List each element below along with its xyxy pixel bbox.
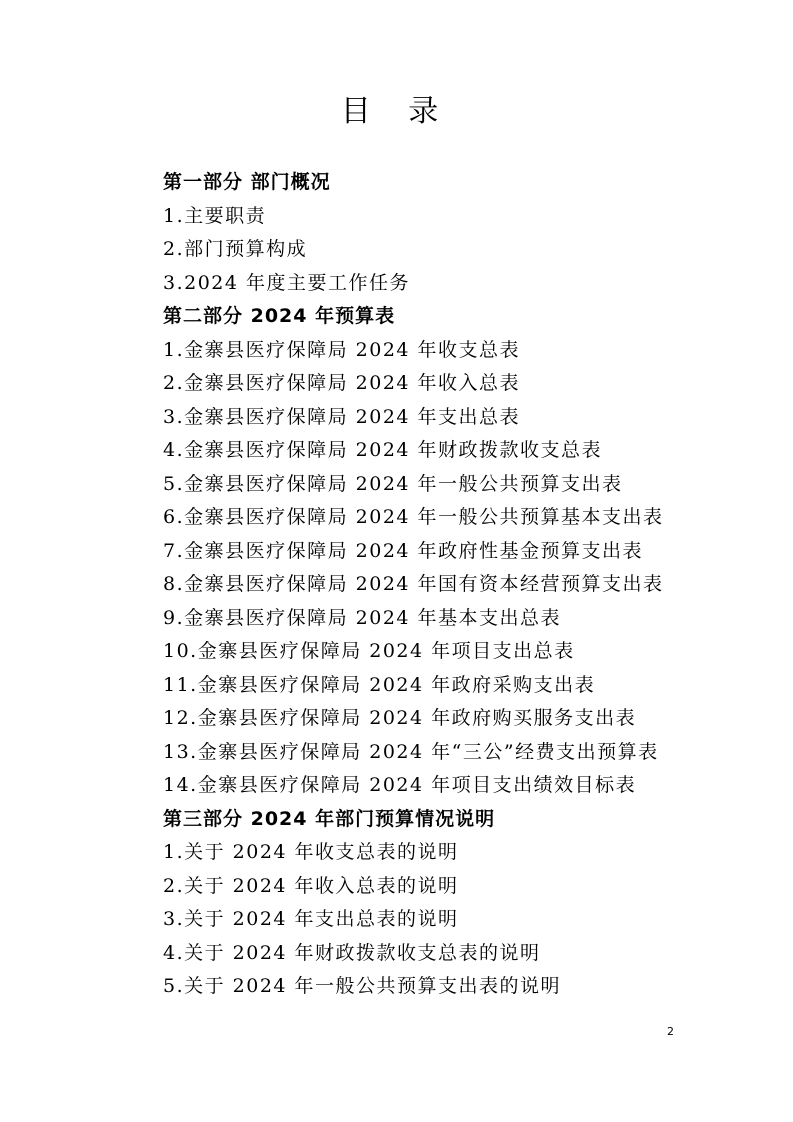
toc-item: 2.金寨县医疗保障局 2024 年收入总表 — [163, 372, 521, 394]
toc-item: 2.关于 2024 年收入总表的说明 — [163, 874, 459, 897]
toc-section-heading: 第二部分 2024 年预算表 — [163, 305, 396, 327]
toc-item: 5.关于 2024 年一般公共预算支出表的说明 — [163, 975, 562, 997]
toc-item: 4.金寨县医疗保障局 2024 年财政拨款收支总表 — [163, 439, 603, 461]
page-title: 目 录 — [340, 94, 453, 129]
toc-item: 3.金寨县医疗保障局 2024 年支出总表 — [163, 405, 521, 428]
table-of-contents — [163, 166, 723, 1004]
toc-item: 3.2024 年度主要工作任务 — [163, 271, 411, 294]
toc-item: 13.金寨县医疗保障局 2024 年“三公”经费支出预算表 — [163, 740, 659, 763]
toc-item: 5.金寨县医疗保障局 2024 年一般公共预算支出表 — [163, 472, 623, 495]
toc-item: 7.金寨县医疗保障局 2024 年政府性基金预算支出表 — [163, 539, 644, 562]
toc-item: 6.金寨县医疗保障局 2024 年一般公共预算基本支出表 — [163, 506, 664, 528]
toc-item: 1.主要职责 — [163, 204, 267, 227]
page-number: 2 — [667, 1025, 674, 1038]
toc-item: 14.金寨县医疗保障局 2024 年项目支出绩效目标表 — [163, 774, 637, 796]
toc-item: 4.关于 2024 年财政拨款收支总表的说明 — [163, 941, 541, 964]
toc-item: 1.关于 2024 年收支总表的说明 — [163, 841, 459, 863]
toc-item: 3.关于 2024 年支出总表的说明 — [163, 908, 459, 930]
toc-item: 11.金寨县医疗保障局 2024 年政府采购支出表 — [163, 673, 596, 696]
toc-item: 1.金寨县医疗保障局 2024 年收支总表 — [163, 338, 521, 361]
toc-item: 8.金寨县医疗保障局 2024 年国有资本经营预算支出表 — [163, 573, 664, 595]
toc-item: 2.部门预算构成 — [163, 238, 308, 260]
toc-item: 12.金寨县医疗保障局 2024 年政府购买服务支出表 — [163, 707, 637, 729]
toc-section-heading: 第一部分 部门概况 — [163, 171, 331, 193]
toc-section-heading: 第三部分 2024 年部门预算情况说明 — [163, 807, 496, 830]
toc-item: 10.金寨县医疗保障局 2024 年项目支出总表 — [163, 640, 575, 662]
toc-item: 9.金寨县医疗保障局 2024 年基本支出总表 — [163, 606, 562, 629]
